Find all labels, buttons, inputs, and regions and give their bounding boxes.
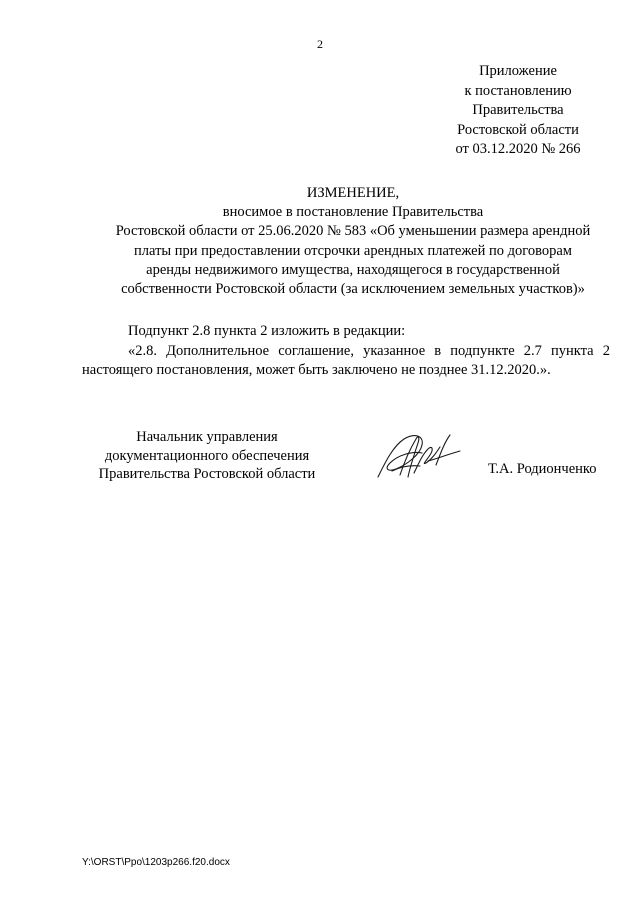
position-line: документационного обеспечения [104, 447, 310, 464]
position-line: Правительства Ростовской области [98, 466, 316, 482]
title-line: собственности Ростовской области (за исключением земельных участков)» [121, 281, 585, 298]
document-body [82, 322, 610, 381]
appendix-line: Правительства [472, 102, 564, 118]
handwritten-signature-icon [370, 425, 470, 487]
signatory-name: Т.А. Родионченко [488, 461, 597, 477]
appendix-block [430, 62, 606, 160]
document-title [80, 184, 626, 299]
appendix-line: от 03.12.2020 № 266 [455, 141, 581, 157]
position-line: Начальник управления [136, 429, 278, 445]
title-line: Ростовской области от 25.06.2020 № 583 «Об уменьшении размера арендной [115, 223, 591, 240]
appendix-line: Приложение [479, 63, 557, 79]
appendix-line: к постановлению [464, 82, 572, 99]
body-paragraph: «2.8. Дополнительное соглашение, указанное в подпункте 2.7 пункта 2 [128, 342, 610, 359]
file-path: Y:\ORST\Ppo\1203p266.f20.docx [82, 857, 230, 868]
page-number: 2 [317, 37, 323, 51]
body-paragraph: Подпункт 2.8 пункта 2 изложить в редакции: [128, 323, 406, 339]
appendix-line: Ростовской области [457, 121, 579, 138]
body-paragraph-continuation: настоящего постановления, может быть заключено не позднее 31.12.2020.». [82, 362, 551, 378]
title-line: платы при предоставлении отсрочки арендных платежей по договорам [134, 242, 572, 259]
title-heading: ИЗМЕНЕНИЕ, [306, 185, 400, 201]
title-line: вносимое в постановление Правительства [222, 204, 484, 221]
signatory-position [82, 428, 332, 484]
title-line: аренды недвижимого имущества, находящегося в государственной [146, 261, 560, 278]
